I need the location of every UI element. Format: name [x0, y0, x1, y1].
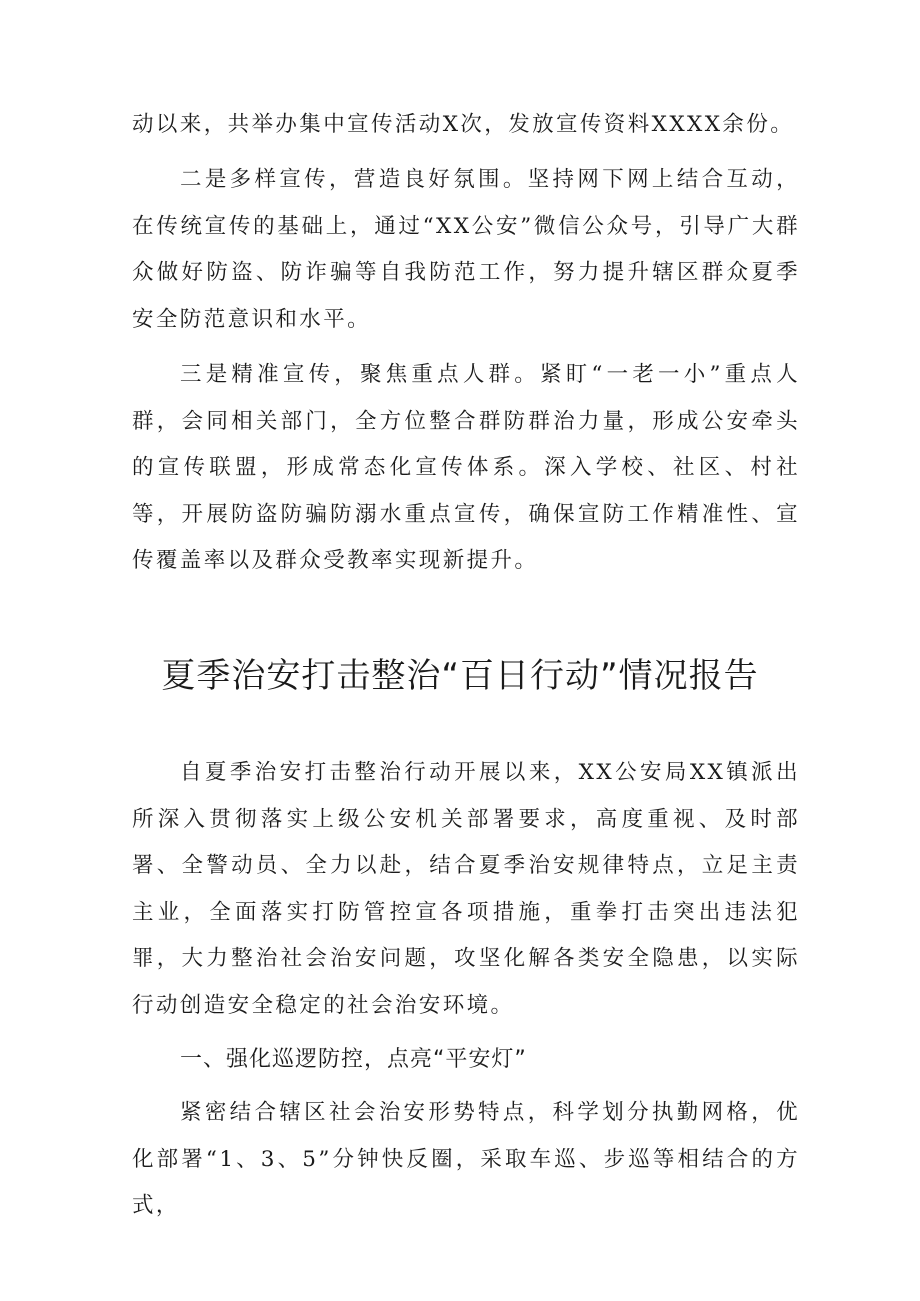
report-title: 夏季治安打击整治“百日行动”情况报告 — [161, 656, 759, 696]
paragraph-diverse-publicity: 二是多样宣传，营造良好氛围。坚持网下网上结合互动，在传统宣传的基础上，通过“XX公安”微信公众号，引导广大群众做好防盗、防诈骗等自我防范工作，努力提升辖区群众夏季安全防范意识和水平。 — [132, 167, 800, 332]
intro-paragraph: 自夏季治安打击整治行动开展以来，XX公安局XX镇派出所深入贯彻落实上级公安机关部署要求，高度重视、及时部署、全警动员、全力以赴，结合夏季治安规律特点，立足主责主业，全面落实打防管控宣各项措施，重拳打击突出违法犯罪，大力整治社会治安问题，攻坚化解各类安全隐患，以实际行动创造安全稳定的社会治安环境。 — [132, 760, 800, 1018]
paragraph-precise-publicity: 三是精准宣传，聚焦重点人群。紧盯“一老一小”重点人群，会同相关部门，全方位整合群防群治力量，形成公安牵头的宣传联盟，形成常态化宣传体系。深入学校、社区、村社等，开展防盗防骗防溺水重点宣传，确保宣防工作精准性、宣传覆盖率以及群众受教率实现新提升。 — [132, 362, 800, 573]
section-one-paragraph: 紧密结合辖区社会治安形势特点，科学划分执勤网格，优化部署“1、3、5”分钟快反圈，采取车巡、步巡等相结合的方式， — [132, 1100, 800, 1218]
continuation-paragraph: 动以来，共举办集中宣传活动X次，发放宣传资料XXXX余份。 — [132, 112, 795, 137]
section-one-heading: 一、强化巡逻防控，点亮“平安灯” — [180, 1047, 527, 1072]
